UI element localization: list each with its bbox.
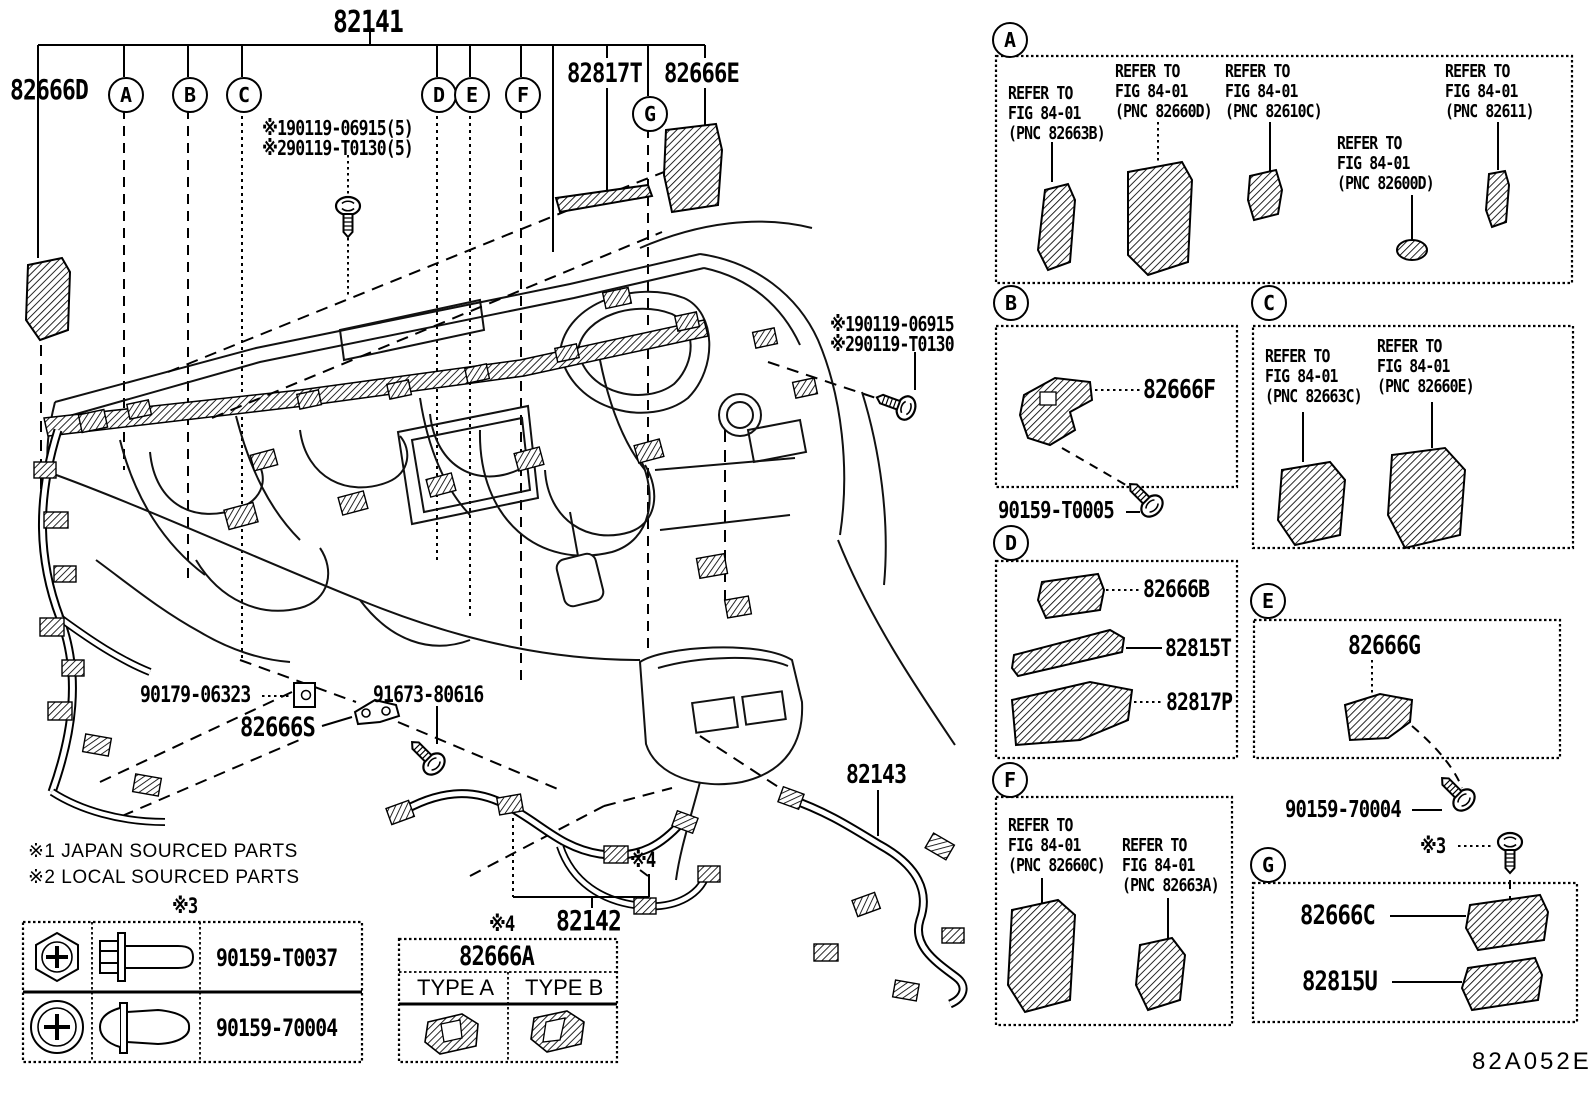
part-82666d-drawing: [26, 258, 70, 340]
label-82143: 82143: [846, 760, 907, 790]
panel-a-ref-82610c: REFER TO FIG 84-01 (PNC 82610C): [1225, 61, 1322, 122]
part-82817t-drawing: [556, 185, 652, 212]
panel-e-letter: E: [1250, 583, 1286, 619]
harness-82142: [398, 794, 706, 907]
panel-g-part-82815u: 82815U: [1302, 966, 1378, 997]
fastener-part-row1: 90159-T0037: [216, 944, 338, 972]
panel-d-art: [1012, 574, 1163, 745]
panel-d-part-82815t: 82815T: [1165, 634, 1232, 662]
label-82142: 82142: [556, 904, 622, 937]
panel-g-art: [1390, 895, 1548, 1010]
fastener-part-row2: 90159-70004: [216, 1014, 338, 1042]
callout-f: F: [505, 77, 541, 113]
panel-c-art: [1278, 402, 1465, 548]
panel-c-ref-82663c: REFER TO FIG 84-01 (PNC 82663C): [1265, 346, 1362, 407]
label-82817t: 82817T: [567, 58, 643, 89]
panel-e-screw-90159-70004: 90159-70004: [1285, 797, 1401, 823]
dashboard-illustration: [47, 222, 955, 880]
part-82666e-drawing: [664, 124, 722, 212]
panel-f-art: [1008, 878, 1185, 1012]
legend-japan-sourced: ※1 JAPAN SOURCED PARTS: [28, 841, 298, 862]
panel-c-letter: C: [1251, 285, 1287, 321]
part-90179-clip-drawing: [294, 683, 315, 707]
note-bolt-local: ※290119-T0130(5): [262, 136, 413, 160]
clip-type-b: TYPE B: [525, 975, 604, 1000]
panel-b-part-82666f: 82666F: [1143, 375, 1216, 405]
panel-a-ref-82660d: REFER TO FIG 84-01 (PNC 82660D): [1115, 61, 1212, 122]
callout-c: C: [226, 77, 262, 113]
panel-b-letter: B: [993, 285, 1029, 321]
side-note-bolt-local: ※290119-T0130: [830, 332, 954, 356]
panel-f-letter: F: [992, 762, 1028, 798]
label-90179-06323: 90179-06323: [140, 683, 251, 708]
panel-b-screw-90159-t0005: 90159-T0005: [998, 498, 1114, 524]
panel-d-letter: D: [993, 525, 1029, 561]
note4-harness: ※4: [630, 848, 656, 872]
panel-d-part-82817p: 82817P: [1166, 688, 1233, 716]
label-82141: 82141: [333, 5, 403, 40]
callout-e: E: [454, 77, 490, 113]
fastener-table-note: ※3: [172, 894, 198, 918]
clip-table-note: ※4: [489, 912, 515, 936]
label-91673-80616: 91673-80616: [373, 683, 484, 708]
label-82666d: 82666D: [10, 73, 89, 106]
panel-g-part-82666c: 82666C: [1300, 900, 1376, 931]
panel-a-letter: A: [992, 22, 1028, 58]
panel-b-art: [1020, 378, 1140, 512]
callout-b: B: [172, 77, 208, 113]
panel-a-ref-82600d: REFER TO FIG 84-01 (PNC 82600D): [1337, 133, 1434, 194]
panel-f-ref-82660c: REFER TO FIG 84-01 (PNC 82660C): [1008, 815, 1105, 876]
clip-table-title: 82666A: [459, 941, 535, 972]
note-bolt-japan: ※190119-06915(5): [262, 116, 413, 140]
panel-e-note3: ※3: [1420, 834, 1446, 858]
panel-a-ref-82663b: REFER TO FIG 84-01 (PNC 82663B): [1008, 83, 1105, 144]
panel-d-part-82666b: 82666B: [1143, 575, 1210, 603]
legend-local-sourced: ※2 LOCAL SOURCED PARTS: [28, 867, 300, 888]
panel-f-ref-82663a: REFER TO FIG 84-01 (PNC 82663A): [1122, 835, 1219, 896]
panel-c-ref-82660e: REFER TO FIG 84-01 (PNC 82660E): [1377, 336, 1474, 397]
callout-a: A: [108, 77, 144, 113]
panel-a-art: [1038, 122, 1509, 275]
callout-g: G: [632, 96, 668, 132]
callout-d: D: [421, 77, 457, 113]
label-82666s: 82666S: [240, 712, 316, 743]
figure-code: 82A052E: [1472, 1048, 1592, 1075]
panel-g-letter: G: [1250, 847, 1286, 883]
panel-a-ref-82611: REFER TO FIG 84-01 (PNC 82611): [1445, 61, 1534, 122]
side-note-bolt-japan: ※190119-06915: [830, 312, 954, 336]
panel-e-part-82666g: 82666G: [1348, 631, 1421, 661]
clip-type-a: TYPE A: [417, 975, 495, 1000]
label-82666e: 82666E: [664, 58, 740, 89]
